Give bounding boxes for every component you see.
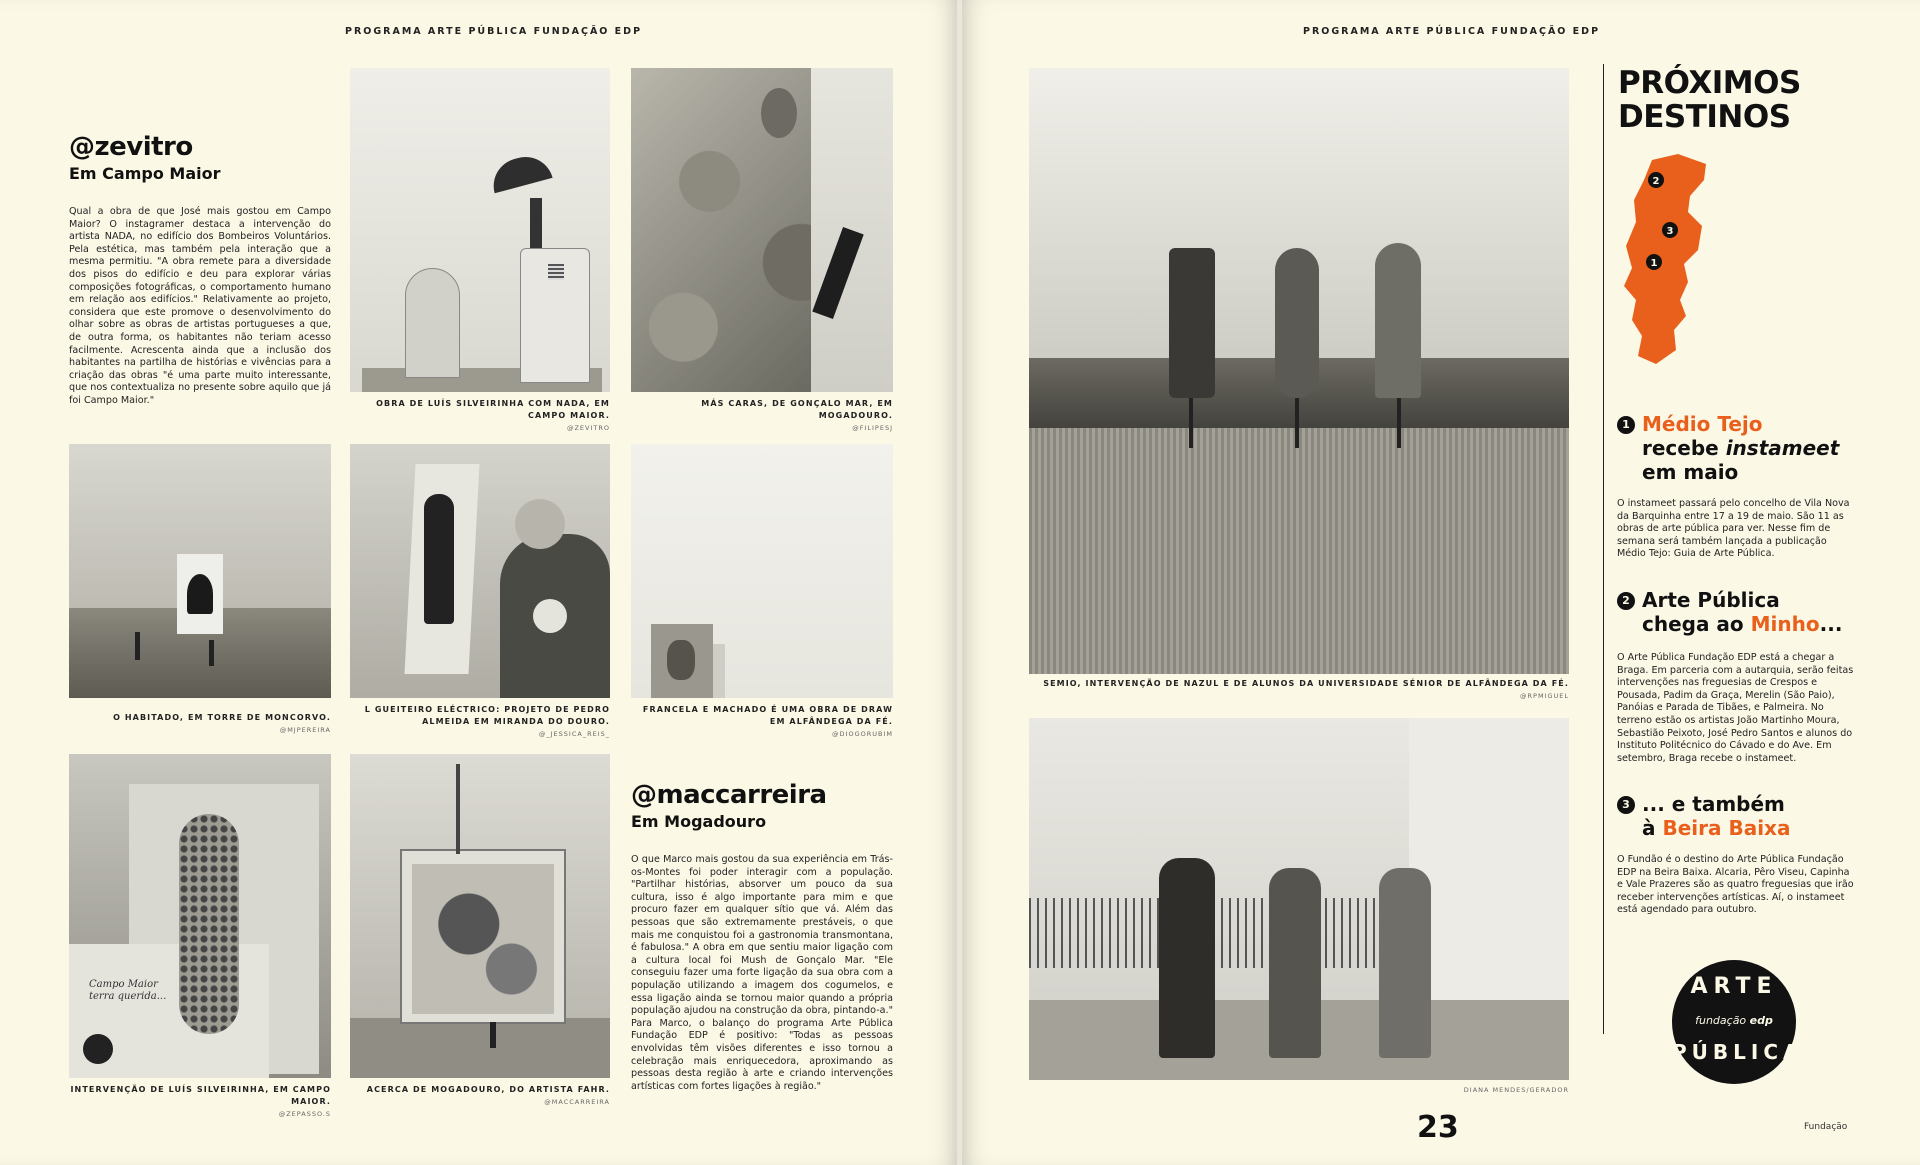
news-2-body: O Arte Pública Fundação EDP está a chegar a Braga. Em parceria com a autarquia, serão feitas intervenções nas freguesias de Crespos e Pousada, Padim da Graça, Merelin (São Paio), Panóias e Parada de Tibães, e Palmeira. No terreno estão os artistas João Martinho Moura, Sebastião Peixoto, José Pedro Santos e alunos do Instituto Politécnico do Cávado e do Ave. Em setembro, Braga recebe o instameet. <box>1617 652 1854 764</box>
zevitro-location: Em Campo Maior <box>69 164 221 183</box>
news-1-body: O instameet passará pelo concelho de Vila Nova da Barquinha entre 17 a 19 de maio. São 11 as obras de arte pública para ver. Nesse fim de semana será também lançada a publicação Médio Tejo: Guia de Arte Pública. <box>1617 498 1850 560</box>
photo-o-habitado <box>69 444 331 698</box>
left-page <box>0 0 957 1165</box>
photo-gueiteiro <box>350 444 610 698</box>
photo-campo-maior-mural <box>69 754 331 1078</box>
caption-5: FRANCELA E MACHADO É UMA OBRA DE DRAW EM ALFÂNDEGA DA FÉ. @DIOGORUBIM <box>642 705 893 738</box>
zevitro-body: Qual a obra de que José mais gostou em Campo Maior? O instagramer destaca a intervenção do artista NADA, no edifício dos Bombeiros Voluntários. Pela estética, mas também pela interação que a mesma permitiu. "A obra remete para a diversidade dos pisos do edifício e deu para explorar várias composições fotográficas, o comportamento humano em relação aos edifícios." Relativamente ao projeto, considera que este promove o desenvolvimento do olhar sobre as obras de artistas portugueses a que, de outra forma, os habitantes não teriam acesso facilmente. Acrescenta ainda que a inclusão dos habitantes na partilha de histórias e vivências para a criação das obras "é uma parte muito interessante, que nos contextualiza no presente sobre aquilo que já foi Campo Maior." <box>69 206 331 406</box>
footer-word: Fundação <box>1804 1122 1848 1132</box>
portugal-map <box>1614 150 1726 370</box>
page-number: 23 <box>1417 1110 1459 1145</box>
caption-photographers: DIANA MENDES/GERADOR <box>1463 1086 1569 1094</box>
photo-acerca-de-mogadouro <box>350 754 610 1078</box>
news-3-number: 3 <box>1617 796 1635 814</box>
news-2-headline: Arte Pública chega ao Minho... <box>1642 588 1843 636</box>
mural-handwriting: Campo Maior terra querida... <box>89 979 167 1002</box>
zevitro-handle: @zevitro <box>69 132 193 162</box>
svg-text:1: 1 <box>1650 258 1658 269</box>
caption-1: OBRA DE LUÍS SILVEIRINHA COM NADA, EM CAMPO MAIOR. @ZEVITRO <box>376 399 610 432</box>
caption-6: INTERVENÇÃO DE LUÍS SILVEIRINHA, EM CAMPO MAIOR. @ZEPASSO.S <box>70 1085 331 1118</box>
svg-text:3: 3 <box>1666 226 1674 237</box>
caption-semio: SEMIO, INTERVENÇÃO DE NAZUL E DE ALUNOS DA UNIVERSIDADE SÉNIOR DE ALFÂNDEGA DA FÉ. @RPMIGUEL <box>1043 679 1569 700</box>
photo-francela <box>631 444 893 698</box>
photo-water-towers <box>350 68 610 392</box>
news-1-headline: Médio Tejo recebe instameet em maio <box>1642 412 1840 484</box>
maccarreira-location: Em Mogadouro <box>631 812 767 831</box>
news-3-headline: ... e também à Beira Baixa <box>1642 792 1791 840</box>
news-1-number: 1 <box>1617 416 1635 434</box>
photo-photographers <box>1029 718 1569 1080</box>
caption-7: ACERCA DE MOGADOURO, DO ARTISTA FAHR. @MACCARREIRA <box>366 1085 610 1106</box>
destinations-title: PRÓXIMOS DESTINOS <box>1618 65 1801 135</box>
caption-3: O HABITADO, EM TORRE DE MONCORVO. @MJPEREIRA <box>113 713 331 734</box>
running-head: PROGRAMA ARTE PÚBLICA FUNDAÇÃO EDP <box>345 26 643 37</box>
arte-publica-stamp: ARTE fundação edp PÚBLICA <box>1672 960 1796 1084</box>
svg-text:2: 2 <box>1652 176 1660 187</box>
photo-semio <box>1029 68 1569 674</box>
caption-2: MÁS CARAS, DE GONÇALO MAR, EM MOGADOURO. @FILIPESJ <box>701 399 893 432</box>
maccarreira-body: O que Marco mais gostou da sua experiência em Trás-os-Montes foi poder interagir com a população. "Partilhar histórias, absorver um pouco da sua cultura, isso é algo importante para mim e que procuro fazer em qualquer sítio que vá. Além das pessoas que são extremamente prestáveis, o que mais me conquistou foi a gastronomia transmontana, é fabulosa." A obra em que sentiu maior ligação com a cultura local foi Mush de Gonçalo Mar. "Ele conseguiu fazer uma forte ligação da sua obra com a população utilizando a imagem dos cogumelos, e essa ligação ainda se tornou maior quando a própria população ajudou na construção da obra, pintando-a." Para Marco, o balanço do programa Arte Pública Fundação EDP é positivo: "Todas as pessoas envolvidas têm visões diferentes e isso tornou a celebração mais enriquecedora, aproximando as pessoas desta região à arte e criando intervenções artísticas com fortes ligações à região." <box>631 854 893 1092</box>
column-rule <box>1603 64 1604 1034</box>
caption-4: L GUEITEIRO ELÉCTRICO: PROJETO DE PEDRO ALMEIDA EM MIRANDA DO DOURO. @_JESSICA_REIS_ <box>364 705 610 738</box>
maccarreira-handle: @maccarreira <box>631 780 827 810</box>
photo-mas-caras <box>631 68 893 392</box>
running-head-right: PROGRAMA ARTE PÚBLICA FUNDAÇÃO EDP <box>1303 26 1601 37</box>
news-3-body: O Fundão é o destino do Arte Pública Fundação EDP na Beira Baixa. Alcaria, Pêro Viseu, Capinha e Vale Prazeres são as quatro freguesias que irão receber intervenções artísticas. Aí, o instameet está agendado para outubro. <box>1617 854 1854 916</box>
news-2-number: 2 <box>1617 592 1635 610</box>
